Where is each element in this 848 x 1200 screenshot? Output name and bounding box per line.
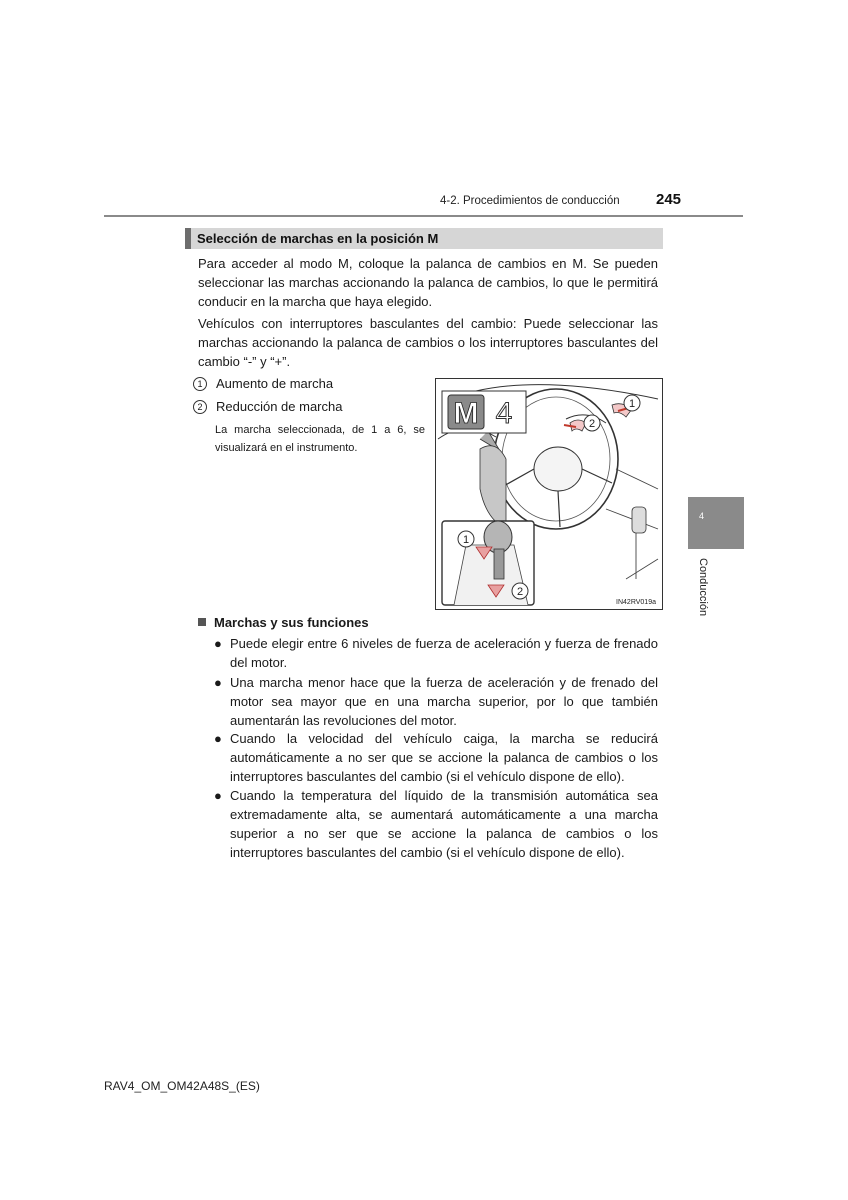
bullet-item [214,673,658,730]
display-gear-number: 4 [495,397,513,430]
inset-callout-1: 1 [462,534,470,546]
cockpit-illustration [436,379,662,609]
bullet-dot-icon: ● [214,788,222,803]
bullet-text: Cuando la temperatura del líquido de la transmisión automática sea extremadamente alta, se aumentará automáticamente a una marcha superior a no ser que se accione la palanca de cambios o los interruptores basculantes del cambio (si el vehículo dispone de ello). [230,788,658,860]
chapter-number: 4 [699,511,705,521]
section-heading: Selección de marchas en la posición M [197,231,439,246]
footer-document-code: RAV4_OM_OM42A48S_(ES) [104,1079,260,1093]
section-heading-bar [185,228,663,249]
callout-2-downshift: 2 [588,418,596,430]
numbered-item-2-label: Reducción de marcha [216,399,343,414]
bullet-text: Puede elegir entre 6 niveles de fuerza de aceleración y fuerza de frenado del motor. [230,636,658,670]
header-section-title: 4-2. Procedimientos de conducción [440,195,620,207]
instrument-cluster [480,446,506,529]
bullet-dot-icon: ● [214,731,222,746]
chapter-tab [688,497,744,549]
bullet-text: Una marcha menor hace que la fuerza de aceleración y de frenado del motor sea mayor que en una marcha superior, por lo que también aumentarán las revoluciones del motor. [230,675,658,728]
numbered-item-1 [193,376,333,392]
square-bullet-icon [198,618,206,626]
subsection-title: Marchas y sus funciones [214,615,369,630]
bullet-text: Cuando la velocidad del vehículo caiga, la marcha se reducirá automáticamente a no ser que se accione la palanca de cambios o los interruptores basculantes del cambio (si el vehículo dispone de ello). [230,731,658,784]
steering-hub [534,447,582,491]
intro-paragraph-1: Para acceder al modo M, coloque la palanca de cambios en M. Se pueden seleccionar las marchas accionando la palanca de cambios, lo que le permitirá conducir en la marcha que haya elegido. [198,256,658,310]
bullet-dot-icon: ● [214,675,222,690]
section-heading-marker [185,228,191,249]
inset-callout-2: 2 [516,586,524,598]
figure-code: IN42RV019a [616,599,656,606]
intro-paragraph-2: Vehículos con interruptores basculantes del cambio: Puede seleccionar las marchas accionando la palanca de cambios o los interruptores basculantes del cambio “-” y “+”. [198,316,658,370]
bullet-dot-icon: ● [214,636,222,651]
page-number: 245 [656,191,682,208]
bullet-item [214,786,658,862]
bullet-item [214,634,658,672]
numbered-item-2 [193,399,342,415]
display-mode-letter: M [453,397,479,430]
circled-number-2: 2 [193,400,207,414]
chapter-label: Conducción [697,558,709,617]
header-rule [104,215,743,217]
gear-display-note: La marcha seleccionada, de 1 a 6, se visualizará en el instrumento. [215,424,425,454]
callout-1-upshift: 1 [628,398,636,410]
subsection-heading [198,615,369,630]
shift-illustration [435,378,663,610]
numbered-item-1-label: Aumento de marcha [216,376,334,391]
circled-number-1: 1 [193,377,207,391]
bullet-item [214,729,658,786]
